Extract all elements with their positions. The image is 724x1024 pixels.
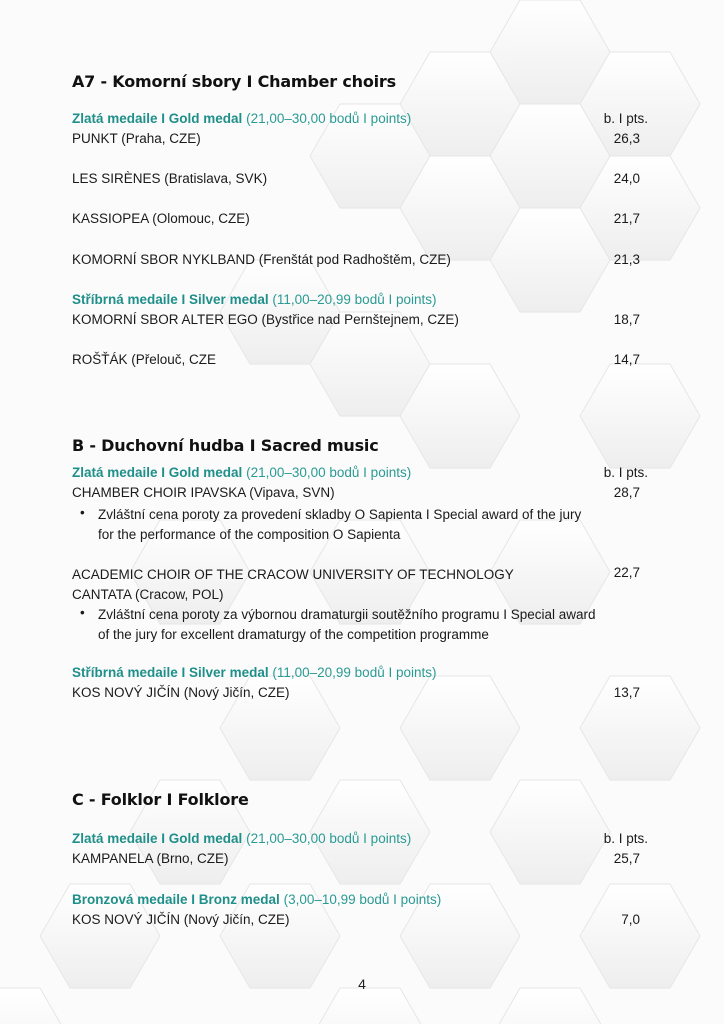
choir-entry: CHAMBER CHOIR IPAVSKA (Vipava, SVN) xyxy=(72,485,335,500)
bullet-icon: • xyxy=(80,505,85,520)
choir-entry: KOMORNÍ SBOR ALTER EGO (Bystřice nad Pernštejnem, CZE) xyxy=(72,312,459,327)
choir-entry: ACADEMIC CHOIR OF THE CRACOW UNIVERSITY OF TECHNOLOGY CANTATA (Cracow, POL) xyxy=(72,567,514,602)
medal-range: (3,00–10,99 bodů I points) xyxy=(283,892,442,907)
page-number: 4 xyxy=(358,976,366,992)
choir-entry: ROŠŤÁK (Přelouč, CZE xyxy=(72,352,217,367)
gold-medal-label-a7 xyxy=(72,111,411,126)
medal-name: Zlatá medaile I Gold medal xyxy=(72,465,243,480)
choir-score: 25,7 xyxy=(613,851,640,866)
medal-range: (11,00–20,99 bodů I points) xyxy=(272,292,437,307)
choir-score: 26,3 xyxy=(613,131,640,146)
medal-range: (21,00–30,00 bodů I points) xyxy=(246,465,412,480)
silver-medal-label-a7 xyxy=(72,292,436,307)
choir-entry: KOMORNÍ SBOR NYKLBAND (Frenštát pod Radhoštěm, CZE) xyxy=(72,252,451,267)
silver-medal-label-b xyxy=(72,665,436,680)
gold-medal-label-c xyxy=(72,831,411,846)
choir-score: 21,3 xyxy=(613,252,640,267)
choir-score: 14,7 xyxy=(613,352,640,367)
choir-score: 22,7 xyxy=(613,565,640,580)
medal-name: Zlatá medaile I Gold medal xyxy=(72,831,243,846)
choir-score: 21,7 xyxy=(613,211,640,226)
choir-entry: KASSIOPEA (Olomouc, CZE) xyxy=(72,211,250,226)
points-header-a7: b. I pts. xyxy=(603,111,648,126)
section-heading-c: C - Folklor I Folklore xyxy=(72,790,249,809)
bullet-icon: • xyxy=(80,605,85,620)
choir-entry: KOS NOVÝ JIČÍN (Nový Jičín, CZE) xyxy=(72,685,290,700)
bronze-medal-label-c xyxy=(72,892,441,907)
points-header-b: b. I pts. xyxy=(603,465,648,480)
special-award-note: Zvláštní cena poroty za provedení skladby O Sapienta I Special award of the jury for the performance of the composition O Sapienta xyxy=(98,507,582,542)
medal-range: (21,00–30,00 bodů I points) xyxy=(246,111,412,126)
choir-entry: KOS NOVÝ JIČÍN (Nový Jičín, CZE) xyxy=(72,912,290,927)
medal-name: Stříbrná medaile I Silver medal xyxy=(72,665,269,680)
medal-name: Zlatá medaile I Gold medal xyxy=(72,111,243,126)
gold-medal-label-b xyxy=(72,465,411,480)
choir-score: 13,7 xyxy=(613,685,640,700)
medal-name: Bronzová medaile I Bronz medal xyxy=(72,892,280,907)
section-heading-b: B - Duchovní hudba I Sacred music xyxy=(72,436,379,455)
choir-entry: PUNKT (Praha, CZE) xyxy=(72,131,201,146)
choir-entry: KAMPANELA (Brno, CZE) xyxy=(72,851,229,866)
choir-score: 24,0 xyxy=(613,171,640,186)
medal-range: (11,00–20,99 bodů I points) xyxy=(272,665,437,680)
choir-score: 7,0 xyxy=(621,912,640,927)
choir-score: 18,7 xyxy=(613,312,640,327)
choir-entry: LES SIRÈNES (Bratislava, SVK) xyxy=(72,171,268,186)
section-heading-a7: A7 - Komorní sbory I Chamber choirs xyxy=(72,72,396,91)
medal-range: (21,00–30,00 bodů I points) xyxy=(246,831,412,846)
medal-name: Stříbrná medaile I Silver medal xyxy=(72,292,269,307)
choir-score: 28,7 xyxy=(613,485,640,500)
special-award-note: Zvláštní cena poroty za výbornou dramaturgii soutěžního programu I Special award of the jury for excellent dramaturgy of the competition programme xyxy=(98,607,596,642)
points-header-c: b. I pts. xyxy=(603,831,648,846)
